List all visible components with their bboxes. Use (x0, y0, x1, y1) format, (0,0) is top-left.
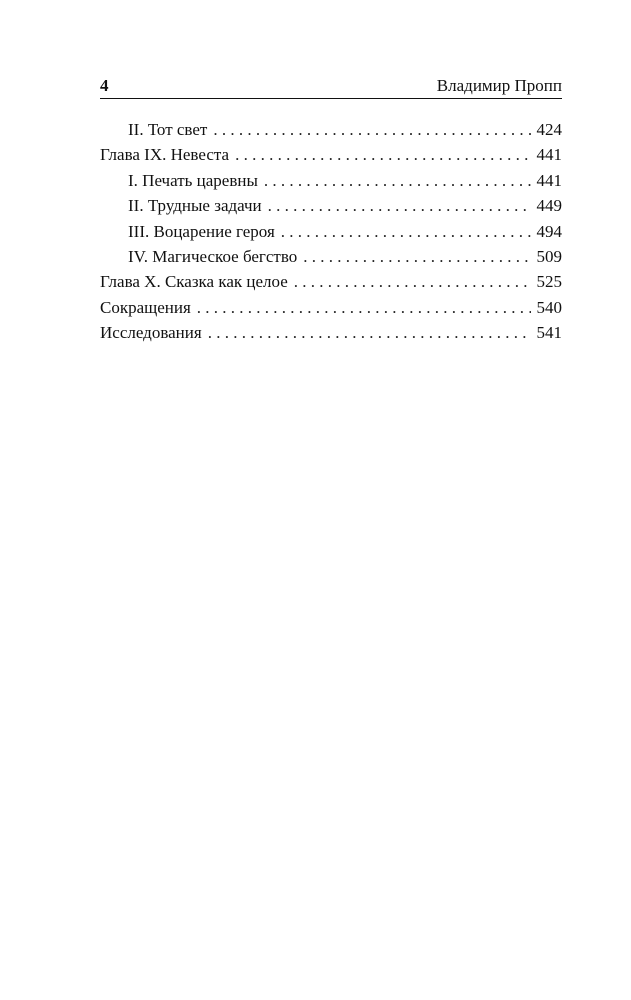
table-of-contents (100, 117, 562, 346)
toc-entry-page: 441 (536, 170, 562, 190)
toc-entry (100, 244, 562, 269)
dot-leader (235, 142, 530, 167)
toc-entry-page: 449 (536, 196, 562, 216)
toc-entry (100, 117, 562, 142)
toc-entry (100, 219, 562, 244)
toc-entry-page: 424 (536, 120, 562, 139)
dot-leader (197, 295, 531, 320)
dot-leader (303, 244, 530, 269)
dot-leader (208, 320, 531, 345)
running-title: Владимир Пропп (436, 76, 562, 95)
toc-entry-page: 441 (536, 145, 562, 165)
toc-entry-title: Сокращения (100, 297, 191, 317)
toc-entry-title: Глава IX. Невеста (100, 145, 230, 165)
toc-entry-title: II. Тот свет (128, 120, 208, 139)
dot-leader (294, 269, 531, 294)
toc-entry-page: 494 (536, 221, 562, 241)
toc-entry-title: IV. Магическое бегство (128, 246, 298, 266)
dot-leader (213, 117, 530, 142)
toc-entry (100, 168, 562, 193)
dot-leader (281, 219, 531, 244)
dot-leader (268, 193, 531, 218)
page-number: 4 (100, 76, 109, 95)
toc-entry-title: II. Трудные задачи (128, 196, 262, 216)
toc-entry (100, 142, 562, 167)
toc-entry (100, 295, 562, 320)
page-header (100, 72, 562, 99)
toc-entry-title: I. Печать царевны (128, 170, 258, 190)
toc-entry-title: Глава X. Сказка как целое (100, 272, 288, 292)
toc-entry (100, 320, 562, 345)
toc-entry-page: 525 (536, 272, 562, 292)
toc-entry-page: 541 (536, 323, 562, 343)
dot-leader (264, 168, 531, 193)
toc-entry-title: Исследования (100, 323, 202, 343)
toc-entry-page: 540 (536, 297, 562, 317)
toc-entry-page: 509 (536, 246, 562, 266)
toc-entry (100, 193, 562, 218)
toc-entry-title: III. Воцарение героя (128, 221, 275, 241)
toc-entry (100, 269, 562, 294)
